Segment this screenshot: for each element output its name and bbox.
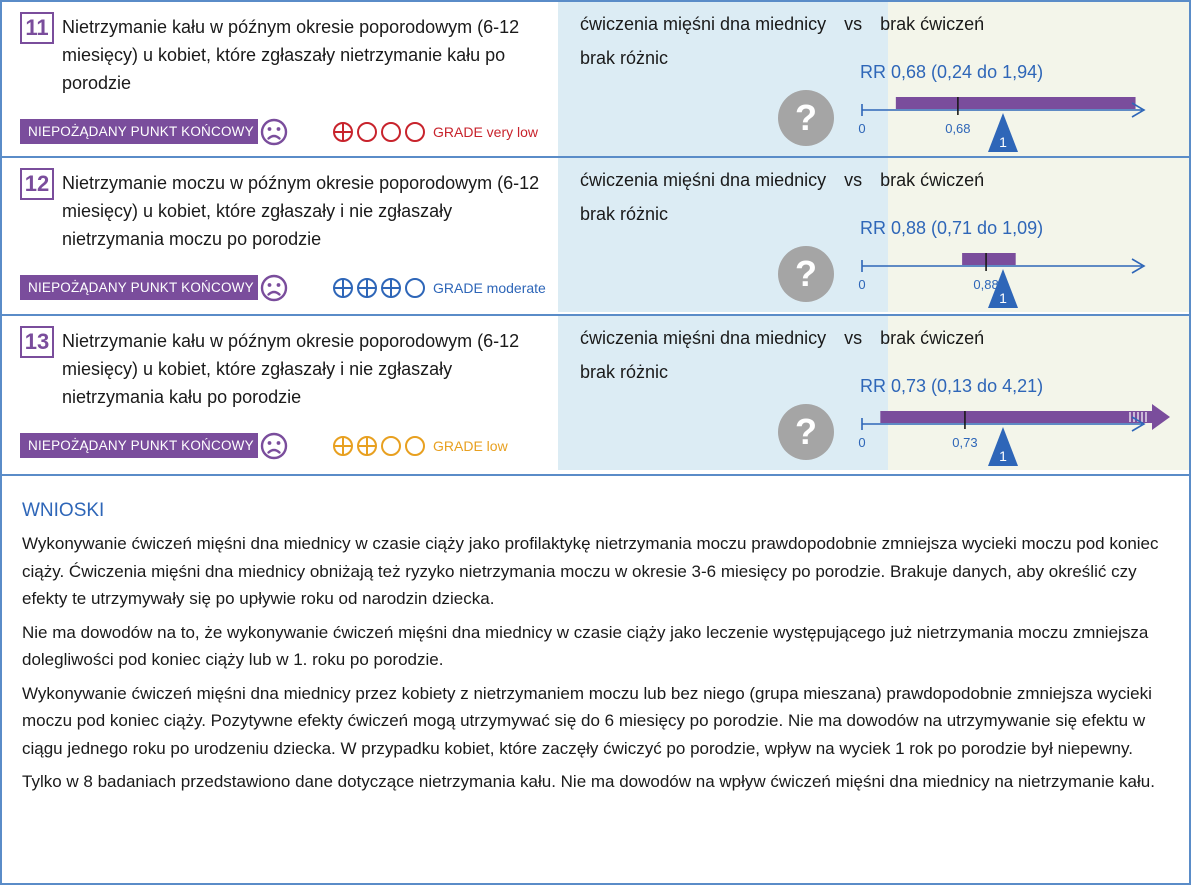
result-text: brak różnic (580, 204, 669, 224)
endpoint-badge: NIEPOŻĄDANY PUNKT KOŃCOWY (20, 275, 258, 300)
point-estimate-label: 0,88 (973, 277, 999, 292)
uncertain-icon: ? (778, 404, 834, 460)
grade-plus-circle-icon (356, 277, 378, 299)
risk-ratio-text: RR 0,73 (0,13 do 4,21) (860, 376, 1044, 396)
uncertain-icon: ? (778, 246, 834, 302)
grade-rating (332, 433, 508, 459)
grade-empty-circle-icon (356, 121, 378, 143)
forest-plot (852, 84, 1172, 156)
outcome-number: 11 (20, 12, 54, 44)
outcome-description: Nietrzymanie moczu w późnym okresie poporodowym (6-12 miesięcy) u kobiet, które zgłaszały i nie zgłaszały nietrzymania moczu po porodzie (62, 173, 540, 249)
intervention-label: ćwiczenia mięśni dna miednicy (580, 328, 827, 348)
grade-plus-circle-icon (332, 435, 354, 457)
grade-label: GRADE moderate (433, 280, 546, 296)
grade-empty-circle-icon (380, 121, 402, 143)
conclusion-paragraph: Wykonywanie ćwiczeń mięśni dna miednicy w czasie ciąży jako profilaktykę nietrzymania moczu prawdopodobnie zmniejsza wycieki moczu pod koniec ciąży. Ćwiczenia mięśni dna miednicy obniżają też ryzyko nietrzymania moczu w okresie 3-6 miesięcy po porodzie. Brakuje danych, aby określić czy efekty te utrzymywały się po upływie roku od narodzin dziecka. (22, 534, 1159, 608)
point-estimate-label: 0,73 (952, 435, 978, 450)
comparator-label: brak ćwiczeń (880, 170, 985, 190)
conclusions-title: WNIOSKI (22, 500, 105, 521)
grade-empty-circle-icon (380, 435, 402, 457)
vs-label: vs (844, 14, 863, 34)
null-value-label: 1 (999, 134, 1007, 150)
grade-empty-circle-icon (404, 277, 426, 299)
grade-rating (332, 275, 546, 301)
ci-overflow-arrow (1152, 404, 1170, 430)
vs-label: vs (844, 170, 863, 190)
grade-plus-circle-icon (332, 121, 354, 143)
grade-label: GRADE low (433, 438, 508, 454)
conclusion-paragraph: Wykonywanie ćwiczeń mięśni dna miednicy przez kobiety z nietrzymaniem moczu lub bez niego (grupa mieszana) prawdopodobnie zmniejsza wycieki moczu pod koniec ciąży. Pozytywne efekty ćwiczeń mogą utrzymywać się do 6 miesięcy po porodzie. Nie ma dowodów na utrzymywanie się efektu w ciągu jednego roku po urodzeniu dziecka. W przypadku kobiet, które zaczęły ćwiczyć po porodzie, wpływ na wyciek 1 rok po porodzie był niepewny. (22, 683, 1152, 758)
vs-label: vs (844, 328, 863, 348)
outcome-number: 12 (20, 168, 54, 200)
conclusion-paragraph: Tylko w 8 badaniach przedstawiono dane dotyczące nietrzymania kału. Nie ma dowodów na wpływ ćwiczeń mięśni dna miednicy na nietrzymanie kału. (22, 772, 1155, 791)
sad-face-icon (260, 118, 288, 146)
sad-face-icon (260, 432, 288, 460)
ci-bar (896, 97, 1136, 109)
point-estimate-label: 0,68 (945, 121, 971, 136)
comparison (580, 14, 984, 35)
intervention-label: ćwiczenia mięśni dna miednicy (580, 14, 827, 34)
outcome-row (2, 2, 1189, 156)
conclusions-section (22, 500, 1172, 802)
endpoint-badge: NIEPOŻĄDANY PUNKT KOŃCOWY (20, 119, 258, 144)
axis-zero-label: 0 (858, 121, 866, 136)
outcome-description: Nietrzymanie kału w późnym okresie poporodowym (6-12 miesięcy) u kobiet, które zgłaszały i nie zgłaszały nietrzymania kału po porodzie (62, 331, 520, 407)
row-divider (0, 474, 1191, 476)
conclusion-paragraph: Nie ma dowodów na to, że wykonywanie ćwiczeń mięśni dna miednicy w czasie ciąży jako leczenie występującego już nietrzymania moczu zmniejsza dolegliwości pod koniec ciąży lub w 1. roku po porodzie. (22, 622, 1149, 669)
ci-bar (880, 411, 1152, 423)
comparison (580, 170, 984, 191)
comparison (580, 328, 984, 349)
intervention-label: ćwiczenia mięśni dna miednicy (580, 170, 827, 190)
result-text: brak różnic (580, 362, 669, 382)
comparator-label: brak ćwiczeń (880, 328, 985, 348)
outcome-row (2, 158, 1189, 312)
null-value-label: 1 (999, 448, 1007, 464)
uncertain-icon: ? (778, 90, 834, 146)
axis-zero-label: 0 (858, 277, 866, 292)
ci-bar (962, 253, 1016, 265)
null-value-label: 1 (999, 290, 1007, 306)
comparator-label: brak ćwiczeń (880, 14, 985, 34)
risk-ratio-text: RR 0,88 (0,71 do 1,09) (860, 218, 1044, 238)
grade-empty-circle-icon (404, 121, 426, 143)
endpoint-badge: NIEPOŻĄDANY PUNKT KOŃCOWY (20, 433, 258, 458)
sad-face-icon (260, 274, 288, 302)
grade-plus-circle-icon (332, 277, 354, 299)
risk-ratio-text: RR 0,68 (0,24 do 1,94) (860, 62, 1044, 82)
grade-plus-circle-icon (356, 435, 378, 457)
outcome-number: 13 (20, 326, 54, 358)
axis-zero-label: 0 (858, 435, 866, 450)
grade-label: GRADE very low (433, 124, 539, 140)
outcome-description: Nietrzymanie kału w późnym okresie poporodowym (6-12 miesięcy) u kobiet, które zgłaszały nietrzymanie kału po porodzie (62, 17, 520, 93)
forest-plot (852, 240, 1172, 312)
grade-rating (332, 119, 538, 145)
forest-plot (852, 398, 1172, 470)
grade-empty-circle-icon (404, 435, 426, 457)
result-text: brak różnic (580, 48, 669, 68)
outcome-row (2, 316, 1189, 470)
grade-plus-circle-icon (380, 277, 402, 299)
